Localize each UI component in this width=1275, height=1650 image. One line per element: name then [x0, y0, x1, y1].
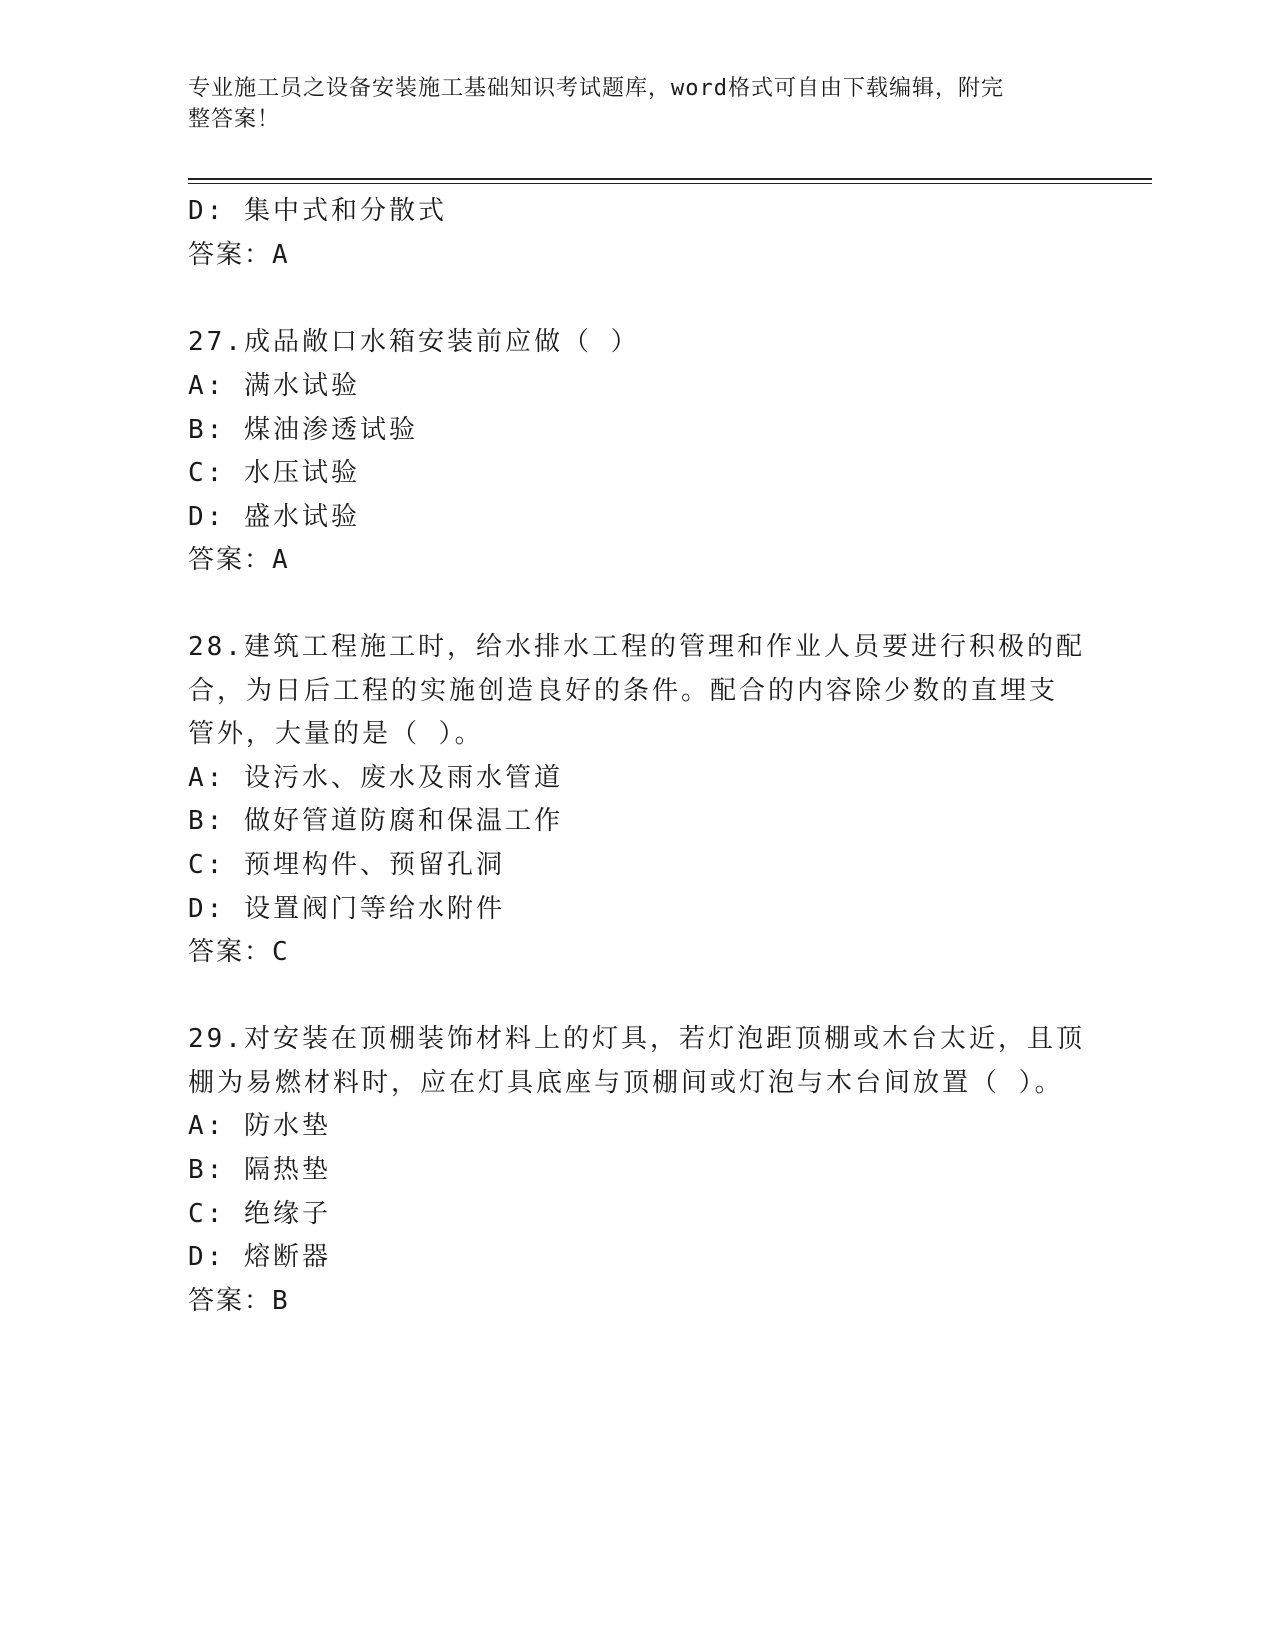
q29-answer: 答案：B	[188, 1286, 290, 1316]
q28-option-d: D: 设置阀门等给水附件	[188, 894, 505, 924]
q29-option-d: D: 熔断器	[188, 1242, 331, 1272]
q28-answer: 答案：C	[188, 937, 290, 967]
q28-stem-line-1: 28.建筑工程施工时，给水排水工程的管理和作业人员要进行积极的配	[188, 632, 1085, 662]
q27-option-d: D: 盛水试验	[188, 502, 360, 532]
q27-option-a: A: 满水试验	[188, 371, 360, 401]
header-line-1: 专业施工员之设备安装施工基础知识考试题库，word格式可自由下载编辑，附完	[188, 76, 1004, 101]
header-divider-thin	[188, 183, 1152, 184]
document-header	[188, 73, 1068, 135]
q28-stem-line-2: 合，为日后工程的实施创造良好的条件。配合的内容除少数的直埋支	[188, 676, 1059, 706]
q29-option-b: B: 隔热垫	[188, 1155, 331, 1185]
q28-option-a: A: 设污水、废水及雨水管道	[188, 763, 563, 793]
q27-option-c: C: 水压试验	[188, 458, 360, 488]
q29-option-c: C: 绝缘子	[188, 1199, 331, 1229]
q29-option-a: A: 防水垫	[188, 1111, 331, 1141]
q28-option-c: C: 预埋构件、预留孔洞	[188, 850, 505, 880]
q28-option-b: B: 做好管道防腐和保温工作	[188, 806, 563, 836]
q29-stem-line-1: 29.对安装在顶棚装饰材料上的灯具，若灯泡距顶棚或木台太近，且顶	[188, 1024, 1085, 1054]
q26-option-d: D: 集中式和分散式	[188, 196, 447, 226]
q27-answer: 答案：A	[188, 545, 290, 575]
q27-stem: 27.成品敞口水箱安装前应做（ ）	[188, 327, 640, 357]
header-divider-thick	[188, 178, 1152, 180]
header-line-2: 整答案！	[188, 107, 281, 132]
q28-stem-line-3: 管外，大量的是（ ）。	[188, 719, 484, 749]
q26-answer: 答案：A	[188, 240, 290, 270]
q27-option-b: B: 煤油渗透试验	[188, 415, 418, 445]
q29-stem-line-2: 棚为易燃材料时，应在灯具底座与顶棚间或灯泡与木台间放置（ ）。	[188, 1068, 1064, 1098]
